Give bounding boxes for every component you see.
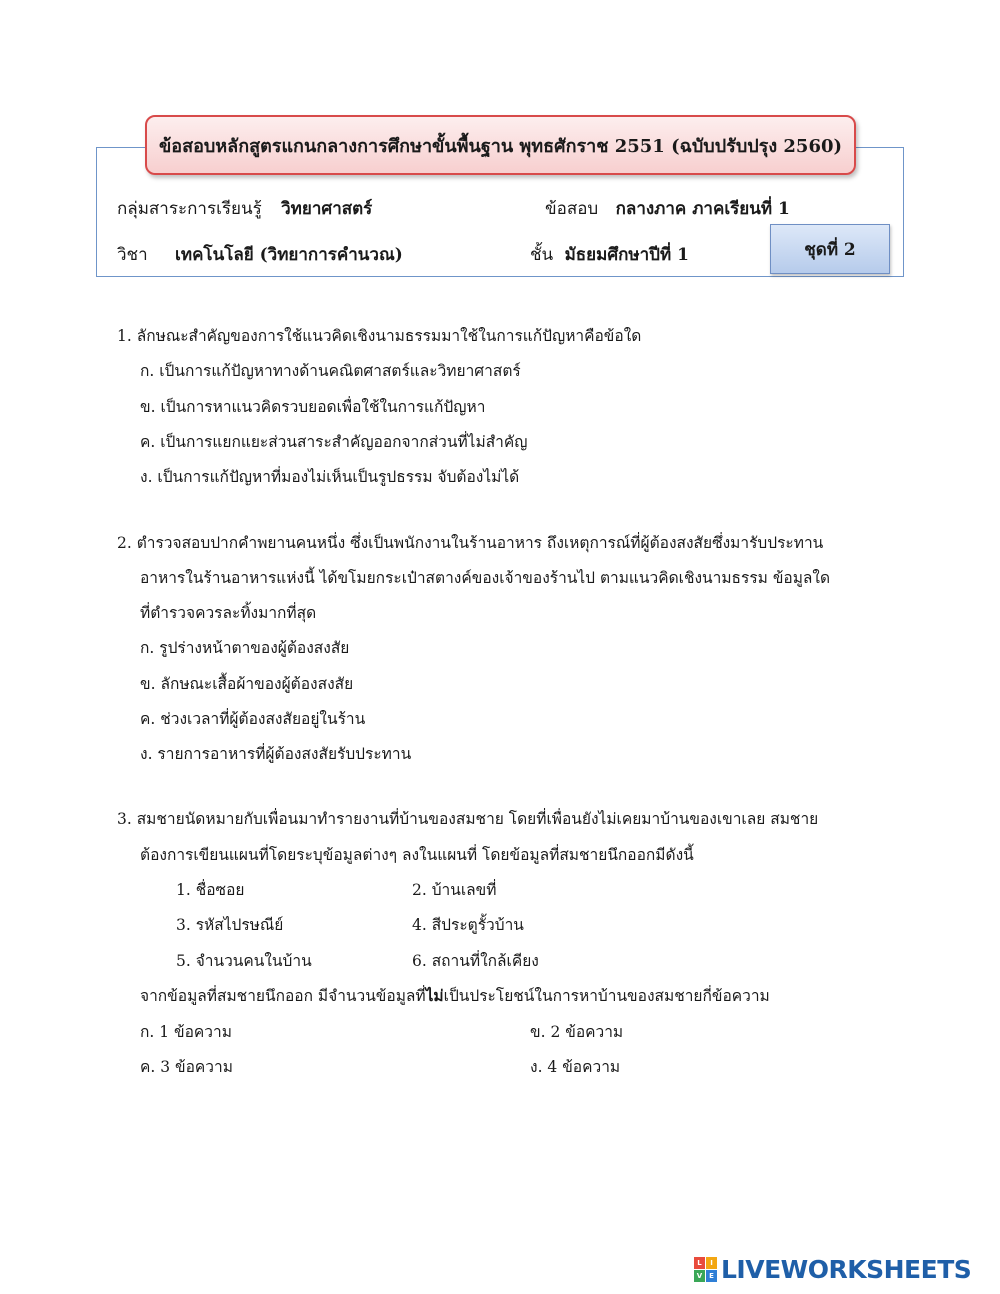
question-2-option-d[interactable]: ง. รายการอาหารที่ผู้ต้องสงสัยรับประทาน xyxy=(140,745,412,763)
question-1-option-a[interactable]: ก. เป็นการแก้ปัญหาทางด้านคณิตศาสตร์และวิทยาศาสตร์ xyxy=(140,362,521,380)
liveworksheets-logo xyxy=(694,1254,971,1284)
grade-row xyxy=(530,241,689,268)
logo-tile-3: V xyxy=(694,1270,705,1282)
exam-title-banner xyxy=(145,115,856,175)
question-2-text-line-3: ที่ตำรวจควรละทิ้งมากที่สุด xyxy=(140,604,317,622)
liveworksheets-logo-icon xyxy=(694,1257,717,1282)
question-2-text-line-1: 2. ตำรวจสอบปากคำพยานคนหนึ่ง ซึ่งเป็นพนักงานในร้านอาหาร ถึงเหตุการณ์ที่ผู้ต้องสงสัยซึ่งมารับประทาน xyxy=(117,534,824,552)
course-label: วิชา xyxy=(117,245,148,265)
question-2-option-b[interactable]: ข. ลักษณะเสื้อผ้าของผู้ต้องสงสัย xyxy=(140,675,354,693)
question-3-prompt xyxy=(140,985,770,1007)
course-value: เทคโนโลยี (วิทยาการคำนวณ) xyxy=(175,245,403,265)
logo-tile-4: E xyxy=(706,1270,717,1282)
subject-group-label: กลุ่มสาระการเรียนรู้ xyxy=(117,199,262,219)
question-2-text-line-2: อาหารในร้านอาหารแห่งนี้ ได้ขโมยกระเป๋าสตางค์ของเจ้าของร้านไป ตามแนวคิดเชิงนามธรรม ข้อมูลใด xyxy=(140,569,831,587)
exam-title: ข้อสอบหลักสูตรแกนกลางการศึกษาขั้นพื้นฐาน พุทธศักราช 2551 (ฉบับปรับปรุง 2560) xyxy=(158,135,843,157)
subject-group-value: วิทยาศาสตร์ xyxy=(281,199,373,219)
exam-type-row xyxy=(545,195,790,222)
question-1-option-b[interactable]: ข. เป็นการหาแนวคิดรวบยอดเพื่อใช้ในการแก้ปัญหา xyxy=(140,398,486,416)
question-1-text: 1. ลักษณะสำคัญของการใช้แนวคิดเชิงนามธรรมมาใช้ในการแก้ปัญหาคือข้อใด xyxy=(117,327,642,345)
question-3-prompt-after: เป็นประโยชน์ในการหาบ้านของสมชายกี่ข้อความ xyxy=(443,987,770,1005)
logo-tile-2: I xyxy=(706,1257,717,1269)
exam-value: กลางภาค ภาคเรียนที่ 1 xyxy=(615,199,790,219)
set-number-badge xyxy=(770,224,890,274)
question-3-prompt-emphasis: ไม่ xyxy=(425,986,444,1005)
question-3-option-c[interactable]: ค. 3 ข้อความ xyxy=(140,1058,233,1076)
logo-tile-1: L xyxy=(694,1257,705,1269)
question-1-option-c[interactable]: ค. เป็นการแยกแยะส่วนสาระสำคัญออกจากส่วนที่ไม่สำคัญ xyxy=(140,433,528,451)
question-3-prompt-before: จากข้อมูลที่สมชายนึกออก มีจำนวนข้อมูลที่ xyxy=(140,987,426,1005)
question-3-text-line-1: 3. สมชายนัดหมายกับเพื่อนมาทำรายงานที่บ้านของสมชาย โดยที่เพื่อนยังไม่เคยมาบ้านของเขาเลย สมชาย xyxy=(117,810,819,828)
question-3-option-a[interactable]: ก. 1 ข้อความ xyxy=(140,1023,232,1041)
question-3-item-1: 1. ชื่อซอย xyxy=(176,881,245,899)
question-3-text-line-2: ต้องการเขียนแผนที่โดยระบุข้อมูลต่างๆ ลงในแผนที่ โดยข้อมูลที่สมชายนึกออกมีดังนี้ xyxy=(140,846,694,864)
question-3-item-2: 2. บ้านเลขที่ xyxy=(412,881,497,899)
question-3-option-b[interactable]: ข. 2 ข้อความ xyxy=(530,1023,624,1041)
question-3-item-3: 3. รหัสไปรษณีย์ xyxy=(176,916,284,934)
question-2-option-a[interactable]: ก. รูปร่างหน้าตาของผู้ต้องสงสัย xyxy=(140,639,350,657)
subject-group-row xyxy=(117,195,372,222)
question-3-item-4: 4. สีประตูรั้วบ้าน xyxy=(412,916,524,934)
course-row xyxy=(117,241,403,268)
liveworksheets-wordmark: LIVEWORKSHEETS xyxy=(721,1254,972,1284)
question-3-option-d[interactable]: ง. 4 ข้อความ xyxy=(530,1058,621,1076)
question-3-item-5: 5. จำนวนคนในบ้าน xyxy=(176,952,312,970)
exam-label: ข้อสอบ xyxy=(545,199,599,219)
grade-label: ชั้น xyxy=(530,245,554,265)
question-3-item-6: 6. สถานที่ใกล้เคียง xyxy=(412,952,539,970)
question-2-option-c[interactable]: ค. ช่วงเวลาที่ผู้ต้องสงสัยอยู่ในร้าน xyxy=(140,710,366,728)
grade-value: มัธยมศึกษาปีที่ 1 xyxy=(564,245,689,265)
question-1-option-d[interactable]: ง. เป็นการแก้ปัญหาที่มองไม่เห็นเป็นรูปธรรม จับต้องไม่ได้ xyxy=(140,468,520,486)
set-number: ชุดที่ 2 xyxy=(804,239,856,260)
